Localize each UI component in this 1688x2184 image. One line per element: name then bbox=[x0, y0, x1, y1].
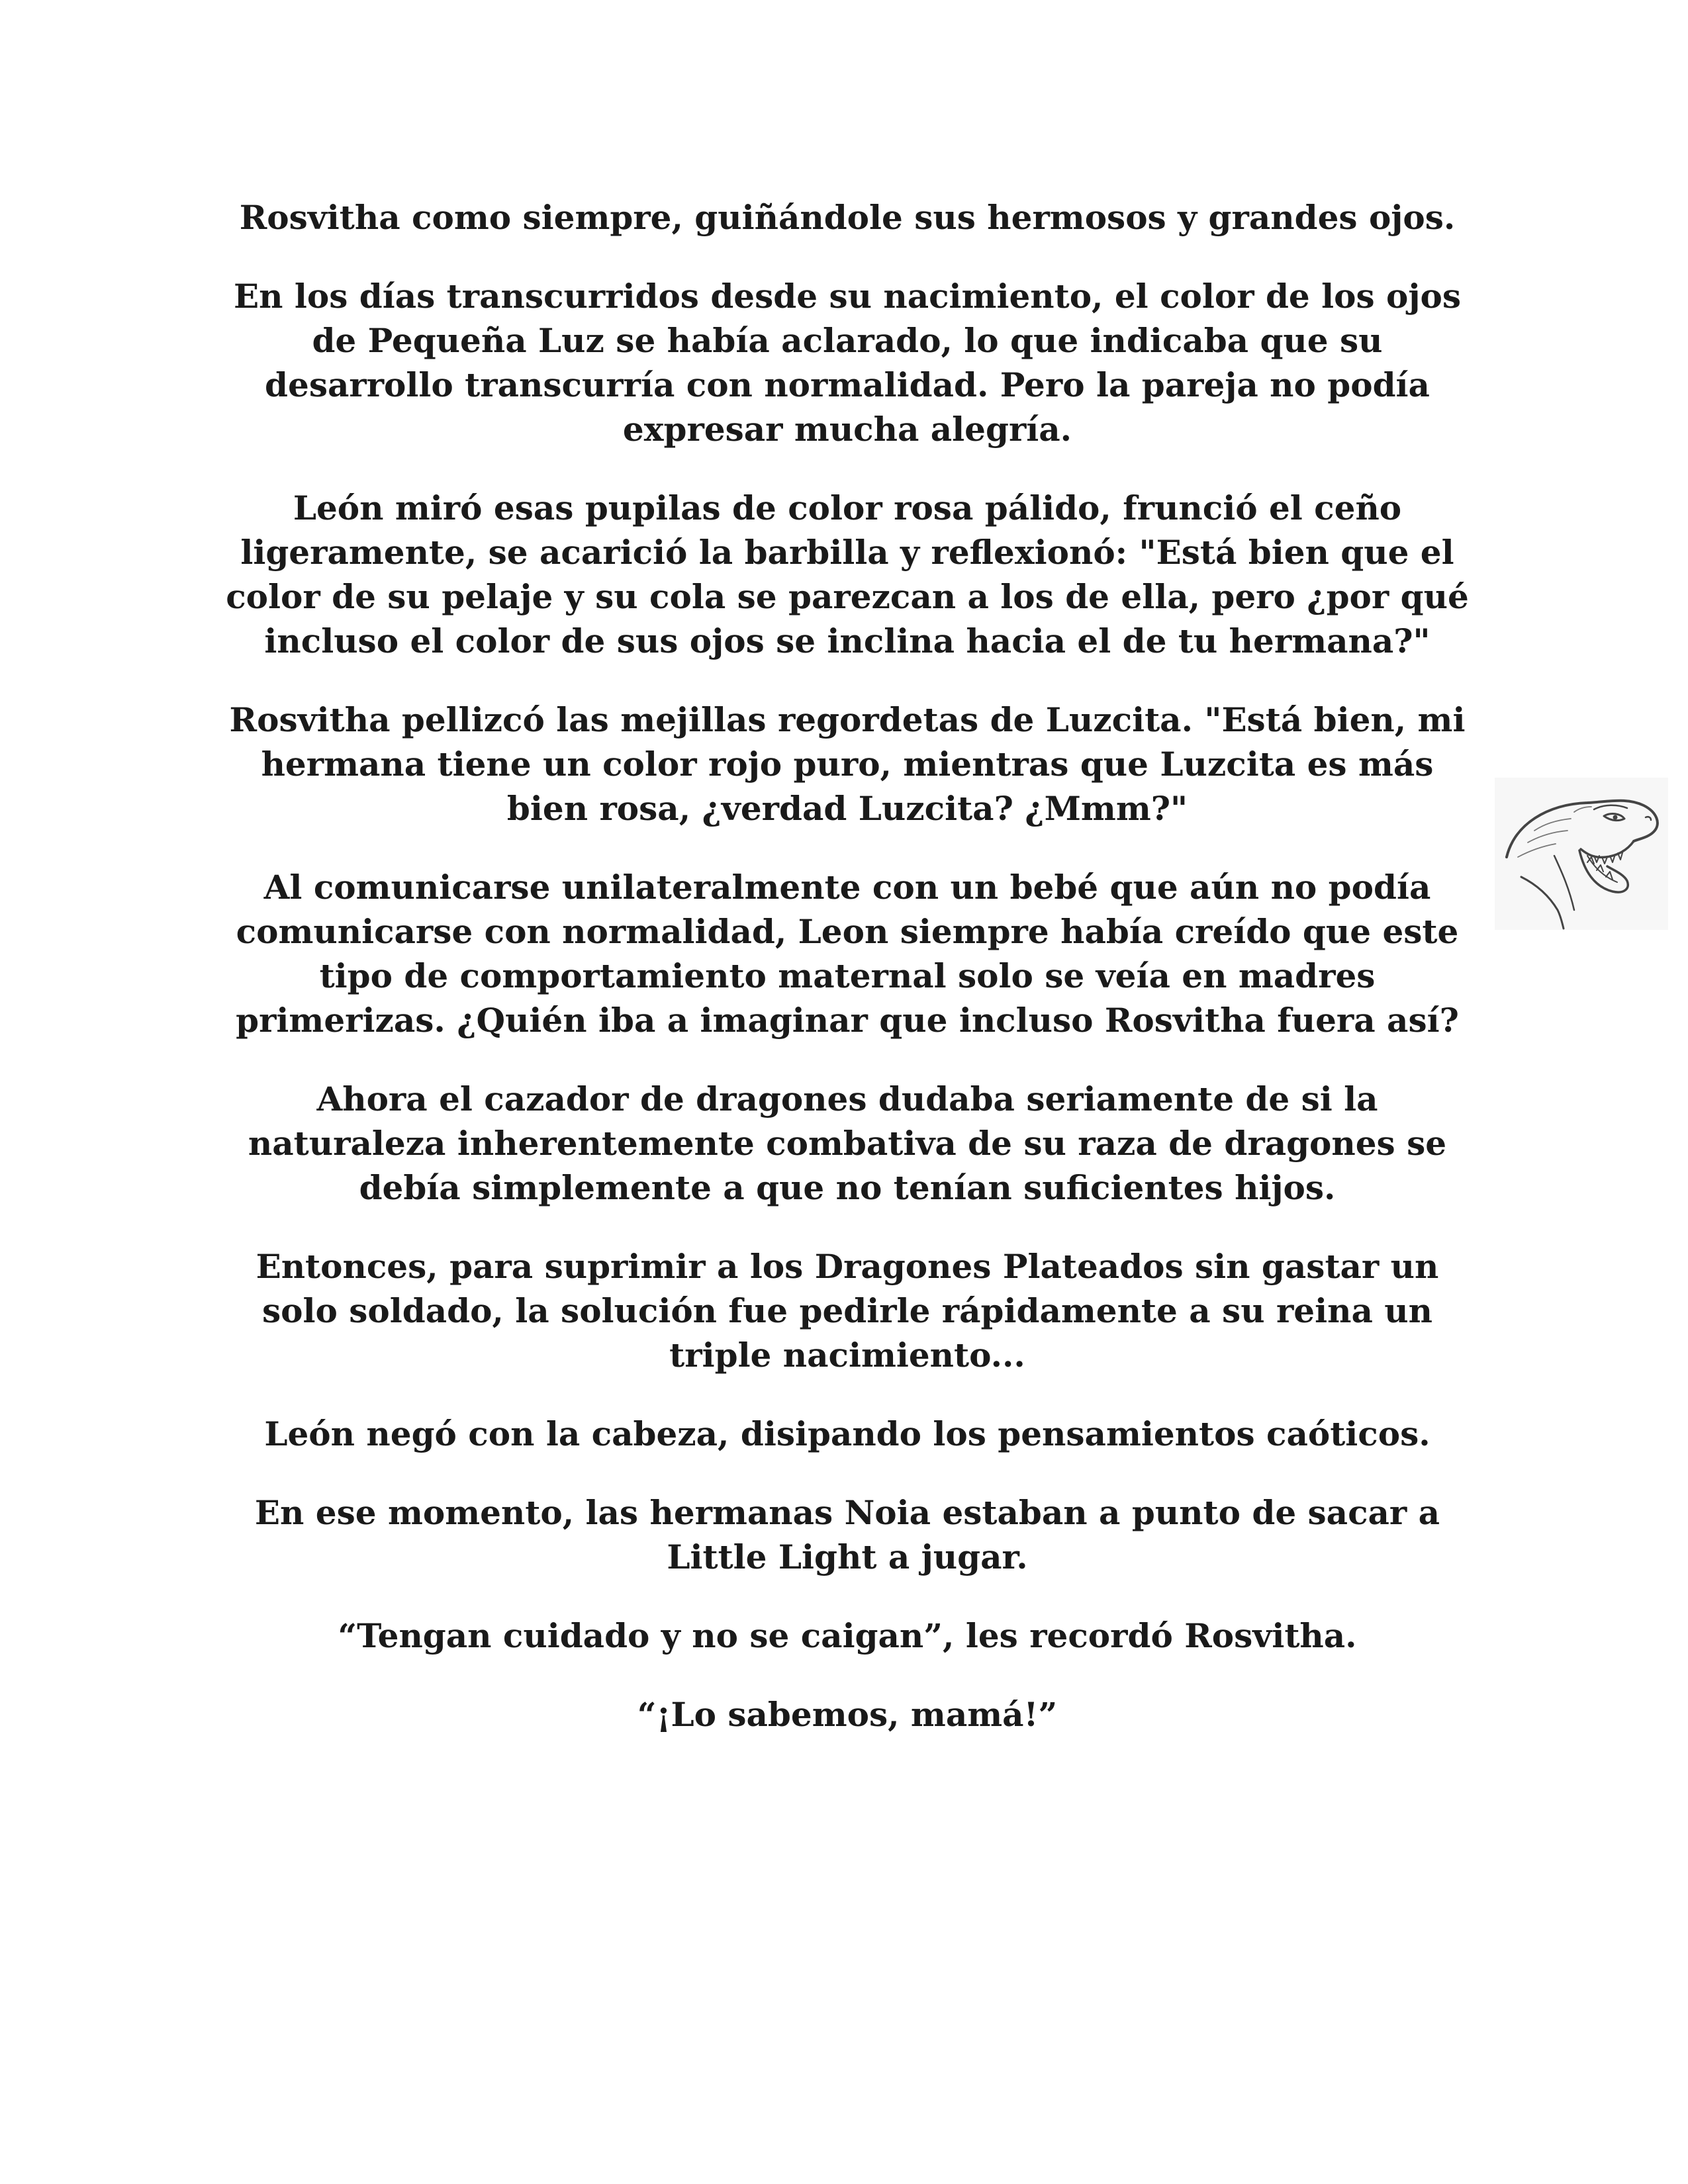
paragraph-5: Al comunicarse unilateralmente con un bebé que aún no podía comunicarse con normalidad, Leon siempre había creído que este tipo de comportamiento maternal solo se veía en madres primerizas. ¿Quién iba a imaginar que incluso Rosvitha fuera así? bbox=[236, 868, 1459, 1040]
paragraph-3: León miró esas pupilas de color rosa pálido, frunció el ceño ligeramente, se acarició la barbilla y reflexionó: "Está bien que el color de su pelaje y su cola se parezcan a los de ella, pero ¿por qué incluso el color de sus ojos se inclina hacia el de tu hermana?" bbox=[226, 488, 1469, 660]
paragraph-4: Rosvitha pellizcó las mejillas regordetas de Luzcita. "Está bien, mi hermana tiene un color rojo puro, mientras que Luzcita es más bien rosa, ¿verdad Luzcita? ¿Mmm?" bbox=[229, 700, 1466, 828]
paragraph-2: En los días transcurridos desde su nacimiento, el color de los ojos de Pequeña Luz se había aclarado, lo que indicaba que su desarrollo transcurría con normalidad. Pero la pareja no podía expresar mucha alegría. bbox=[233, 277, 1461, 449]
story-text bbox=[225, 195, 1470, 1771]
paragraph-1: Rosvitha como siempre, guiñándole sus hermosos y grandes ojos. bbox=[239, 198, 1456, 237]
paragraph-6: Ahora el cazador de dragones dudaba seriamente de si la naturaleza inherentemente combativa de su raza de dragones se debía simplemente a que no tenían suficientes hijos. bbox=[248, 1079, 1447, 1207]
dragon-head-sketch-icon bbox=[1495, 778, 1668, 930]
paragraph-9: En ese momento, las hermanas Noia estaban a punto de sacar a Little Light a jugar. bbox=[254, 1493, 1440, 1576]
paragraph-11: “¡Lo sabemos, mamá!” bbox=[637, 1695, 1058, 1734]
paragraph-8: León negó con la cabeza, disipando los pensamientos caóticos. bbox=[264, 1414, 1430, 1453]
paragraph-10: “Tengan cuidado y no se caigan”, les recordó Rosvitha. bbox=[338, 1616, 1357, 1655]
paragraph-7: Entonces, para suprimir a los Dragones Plateados sin gastar un solo soldado, la solución fue pedirle rápidamente a su reina un triple nacimiento... bbox=[256, 1247, 1439, 1375]
